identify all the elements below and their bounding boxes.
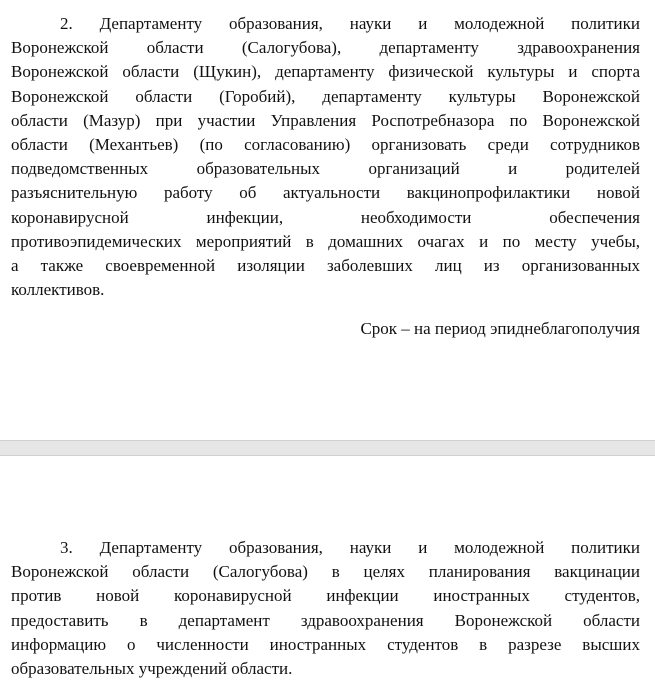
paragraph-3-line: 3. Департаменту образования, науки и молодежной политики bbox=[60, 538, 640, 557]
paragraph-2-line: коронавирусной инфекции, необходимости обеспечения bbox=[11, 207, 640, 227]
paragraph-2-line: области (Мазур) при участии Управления Роспотребназора по Воронежской bbox=[11, 110, 640, 130]
paragraph-2-line: разъяснительную работу об актуальности вакцинопрофилактики новой bbox=[11, 183, 640, 203]
deadline-text: Срок – на период эпиднеблагополучия bbox=[360, 319, 640, 338]
paragraph-2-line: противоэпидемических мероприятий в домашних очагах и по месту учебы, bbox=[11, 231, 640, 251]
paragraph-2-line: а также своевременной изоляции заболевших лиц из организованных bbox=[11, 256, 640, 276]
paragraph-2 bbox=[11, 12, 640, 302]
paragraph-2-line: Воронежской области (Горобий), департаменту культуры Воронежской bbox=[11, 86, 640, 106]
paragraph-3 bbox=[11, 536, 640, 681]
document-page-2 bbox=[0, 456, 655, 685]
paragraph-2-line: области (Механтьев) (по согласованию) организовать среди сотрудников bbox=[11, 135, 640, 155]
paragraph-2-line: 2. Департаменту образования, науки и молодежной политики bbox=[60, 14, 640, 33]
paragraph-3-line: информацию о численности иностранных студентов в разрезе высших bbox=[11, 634, 640, 654]
paragraph-3-line: предоставить в департамент здравоохранения Воронежской области bbox=[11, 610, 640, 630]
paragraph-2-line: подведомственных образовательных организаций и родителей bbox=[11, 159, 640, 179]
paragraph-3-line: образовательных учреждений области. bbox=[11, 659, 293, 679]
paragraph-2-line: коллективов. bbox=[11, 280, 105, 300]
paragraph-3-line: Воронежской области (Салогубова) в целях планирования вакцинации bbox=[11, 562, 640, 582]
paragraph-2-line: Воронежской области (Щукин), департаменту физической культуры и спорта bbox=[11, 62, 640, 82]
paragraph-3-line: против новой коронавирусной инфекции иностранных студентов, bbox=[11, 586, 640, 606]
paragraph-2-line: Воронежской области (Салогубова), департаменту здравоохранения bbox=[11, 38, 640, 58]
page-separator bbox=[0, 440, 655, 456]
